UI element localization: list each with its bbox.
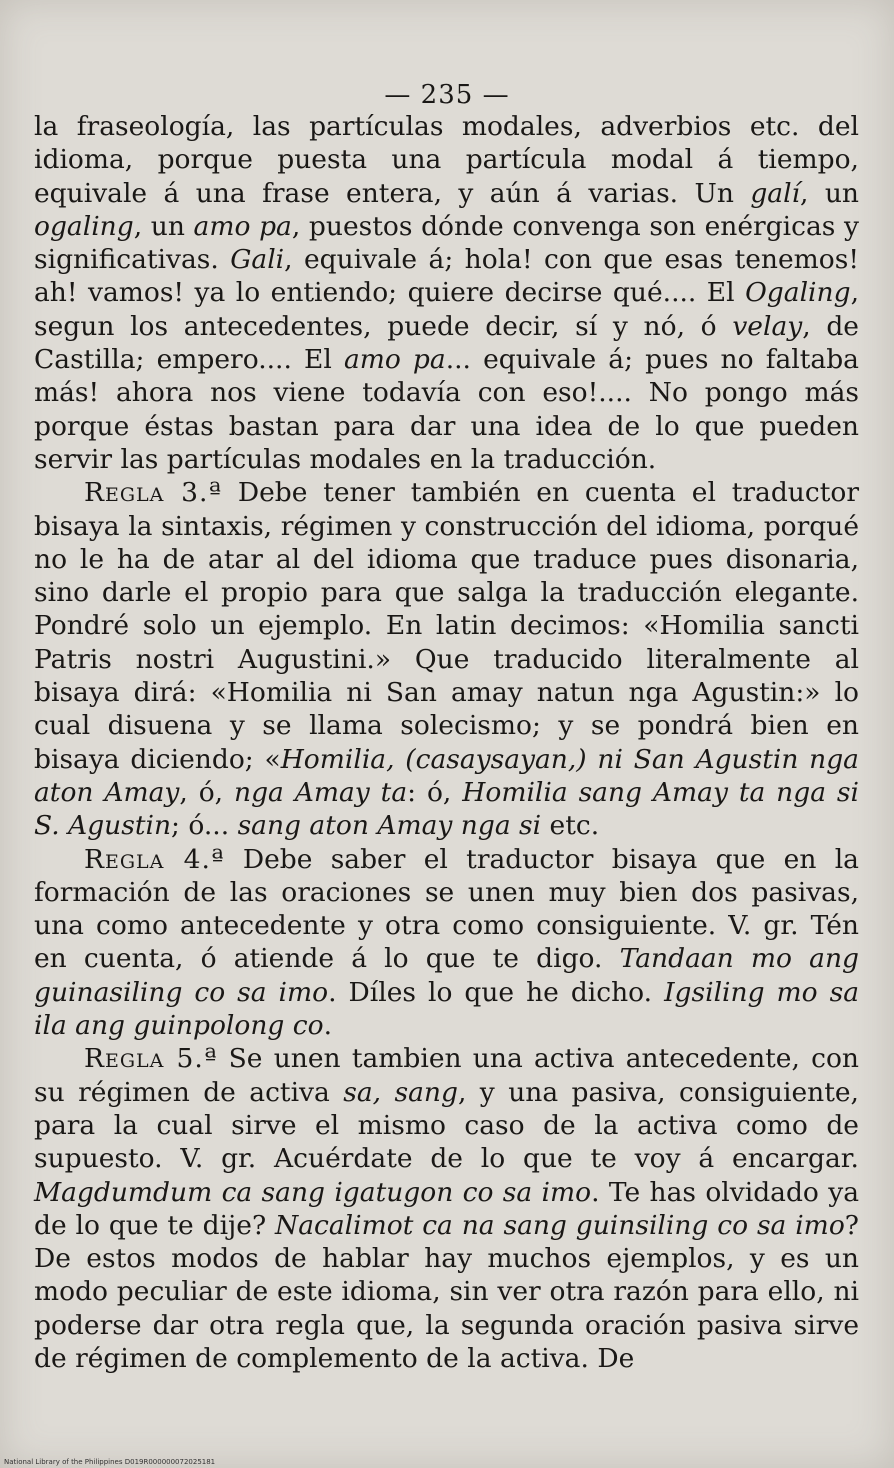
text-run: , y una pasiva, consiguiente, para la cual sirve el mismo caso de la activa como de supuesto. V. gr. Acuérdate de lo que te voy á encargar. xyxy=(34,1076,859,1175)
page-number: — 235 — xyxy=(384,80,510,110)
italic-text: Homilia sang Amay ta nga si S. Agustin xyxy=(34,776,859,842)
text-run: etc. xyxy=(541,810,600,842)
italic-text: sang aton Amay nga si xyxy=(237,810,542,842)
rule-heading: Regla 4.ª xyxy=(84,843,225,875)
italic-text: Magdumdum ca sang igatugon co sa imo xyxy=(34,1176,592,1208)
scan-footer: National Library of the Philippines D019R000000072025181 xyxy=(4,1458,216,1466)
rule-paragraph xyxy=(34,476,859,842)
italic-text: amo pa xyxy=(343,344,446,376)
text-run: , ó, xyxy=(179,776,235,808)
text-run: Debe saber el traductor bisaya que en la formación de las oraciones se unen muy bien dos pasivas, una como antecedente y otra como consiguiente. V. gr. Tén en cuenta, ó atiende á lo que te digo. xyxy=(34,843,859,975)
italic-text: Nacalimot ca na sang guinsiling co sa imo xyxy=(275,1209,845,1241)
italic-text: Gali xyxy=(230,244,285,276)
text-run: . Te has olvidado ya de lo que te dije? xyxy=(34,1176,859,1241)
page-body xyxy=(34,110,859,1375)
italic-text: velay xyxy=(732,310,803,342)
text-run: ; ó... xyxy=(171,810,238,842)
text-run: , de Castilla; empero.... El xyxy=(34,310,859,376)
text-run: ? De estos modos de hablar hay muchos ejemplos, y es un modo peculiar de este idioma, sin ver otra razón para ello, ni poderse dar otra regla que, la segunda oración pasiva sirve de régimen de complemento de la activa. De xyxy=(34,1209,859,1374)
paragraph xyxy=(34,110,859,476)
italic-text: ogaling xyxy=(34,210,134,242)
text-run: la fraseología, las partículas modales, adverbios etc. del idioma, porque puesta una partícula modal á tiempo, equivale á una frase entera, y aún á varias. Un xyxy=(34,111,859,209)
italic-text: Ogaling xyxy=(745,277,851,309)
text-run: : ó, xyxy=(407,776,463,808)
rule-paragraph xyxy=(34,843,859,1043)
text-run: , un xyxy=(800,177,859,209)
italic-text: Igsiling mo sa ila ang guinpolong co xyxy=(34,976,859,1042)
text-run: Se unen tambien una activa antecedente, con su régimen de activa xyxy=(34,1043,859,1108)
italic-text: amo pa xyxy=(193,210,292,242)
rule-heading: Regla 3.ª xyxy=(84,477,223,509)
italic-text: Tandaan mo ang guinasiling co sa imo xyxy=(34,943,859,1008)
italic-text: Homilia, (casaysayan,) ni San Agustin nga aton Amay xyxy=(34,743,859,808)
text-run: . xyxy=(323,1010,333,1042)
text-run: , un xyxy=(133,210,194,242)
italic-text: galí xyxy=(750,177,801,209)
rule-paragraph xyxy=(34,1042,859,1375)
rule-heading: Regla 5.ª xyxy=(84,1043,218,1075)
text-run: Debe tener también en cuenta el traductor bisaya la sintaxis, régimen y construcción del idioma, porqué no le ha de atar al del idioma que traduce pues disonaria, sino darle el propio para que salga la traducción elegante. Pondré solo un ejemplo. En latin decimos: «Homilia sancti Patris nostri Augustini.» Que traducido literalmente al bisaya dirá: «Homilia ni San amay natun nga Agustin:» lo cual disuena y se llama solecismo; y se pondrá bien en bisaya diciendo; « xyxy=(34,477,859,775)
text-run: ... equivale á; pues no faltaba más! ahora nos viene todavía con eso!.... No pongo más porque éstas bastan para dar una idea de lo que pueden servir las partículas modales en la traducción. xyxy=(34,344,859,475)
text-run: , equivale á; hola! con que esas tenemos! ah! vamos! ya lo entiendo; quiere decirse qué.... El xyxy=(34,244,859,309)
italic-text: sa, sang xyxy=(343,1076,458,1108)
text-run: , segun los antecedentes, puede decir, sí y nó, ó xyxy=(34,277,859,342)
text-run: . Díles lo que he dicho. xyxy=(328,976,665,1008)
text-run: , puestos dónde convenga son enérgicas y significativas. xyxy=(34,210,859,276)
italic-text: nga Amay ta xyxy=(234,776,408,808)
